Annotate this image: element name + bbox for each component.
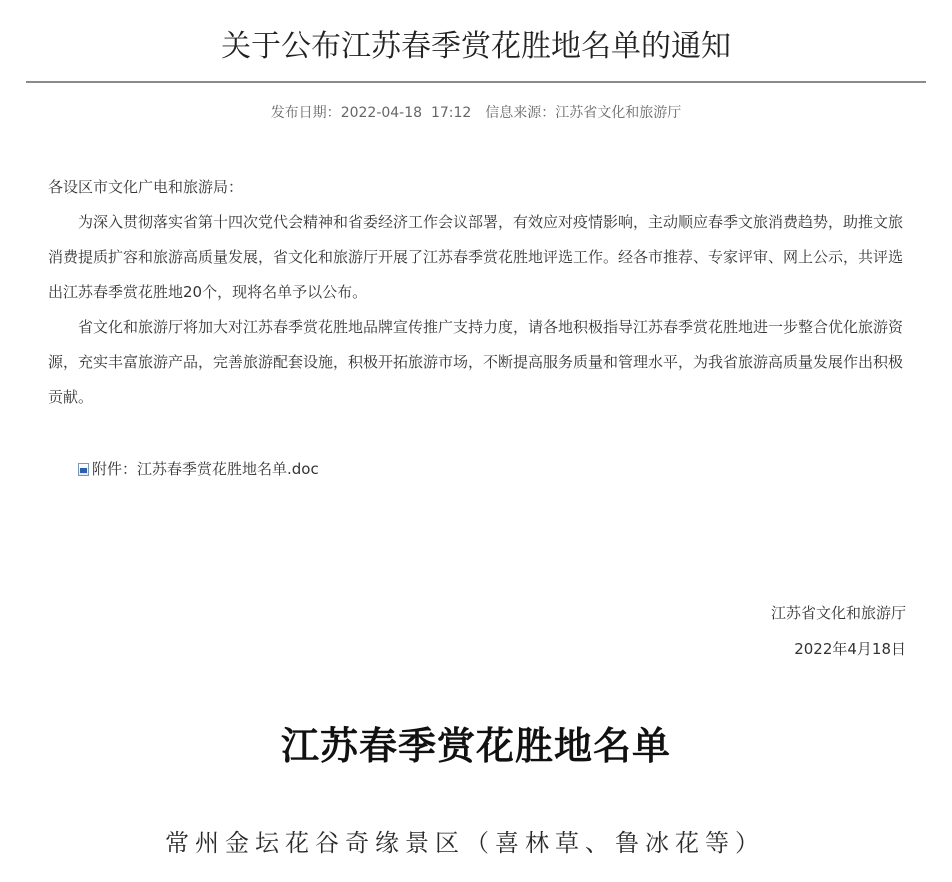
source-label: 信息来源： bbox=[485, 105, 556, 121]
attachment-label[interactable]: 附件：江苏春季赏花胜地名单.doc bbox=[92, 460, 319, 478]
list-image-first-item: 常州金坛花谷奇缘景区（喜林草、鲁冰花等） bbox=[165, 829, 765, 857]
salutation: 各设区市文化广电和旅游局： bbox=[48, 178, 244, 196]
body-paragraph-2: 省文化和旅游厅将加大对江苏春季赏花胜地品牌宣传推广支持力度，请各地积极指导江苏春季赏花胜地进一步整合优化旅游资源，充实丰富旅游产品，完善旅游配套设施，积极开拓旅游市场，不断提高服务质量和管理水平，为我省旅游高质量发展作出积极贡献。 bbox=[48, 318, 904, 406]
word-doc-icon bbox=[78, 463, 89, 476]
list-image-title: 江苏春季赏花胜地名单 bbox=[280, 723, 671, 768]
publish-date-label: 发布日期： bbox=[270, 105, 341, 121]
publish-date-value: 2022-04-18 17:12 bbox=[340, 105, 472, 121]
article-body bbox=[48, 170, 910, 415]
body-paragraph-1: 为深入贯彻落实省第十四次党代会精神和省委经济工作会议部署，有效应对疫情影响，主动顺应春季文旅消费趋势，助推文旅消费提质扩容和旅游高质量发展，省文化和旅游厅开展了江苏春季赏花胜地评选工作。经各市推荐、专家评审、网上公示，共评选出江苏春季赏花胜地20个，现将名单予以公布。 bbox=[48, 213, 904, 301]
attachment-link[interactable] bbox=[78, 458, 319, 480]
source-value: 江苏省文化和旅游厅 bbox=[555, 105, 682, 121]
signature-date: 2022年4月18日 bbox=[794, 640, 906, 658]
signature-org: 江苏省文化和旅游厅 bbox=[770, 604, 906, 622]
article-title: 关于公布江苏春季赏花胜地名单的通知 bbox=[221, 29, 731, 64]
title-divider bbox=[26, 81, 926, 83]
article-meta bbox=[0, 103, 952, 123]
